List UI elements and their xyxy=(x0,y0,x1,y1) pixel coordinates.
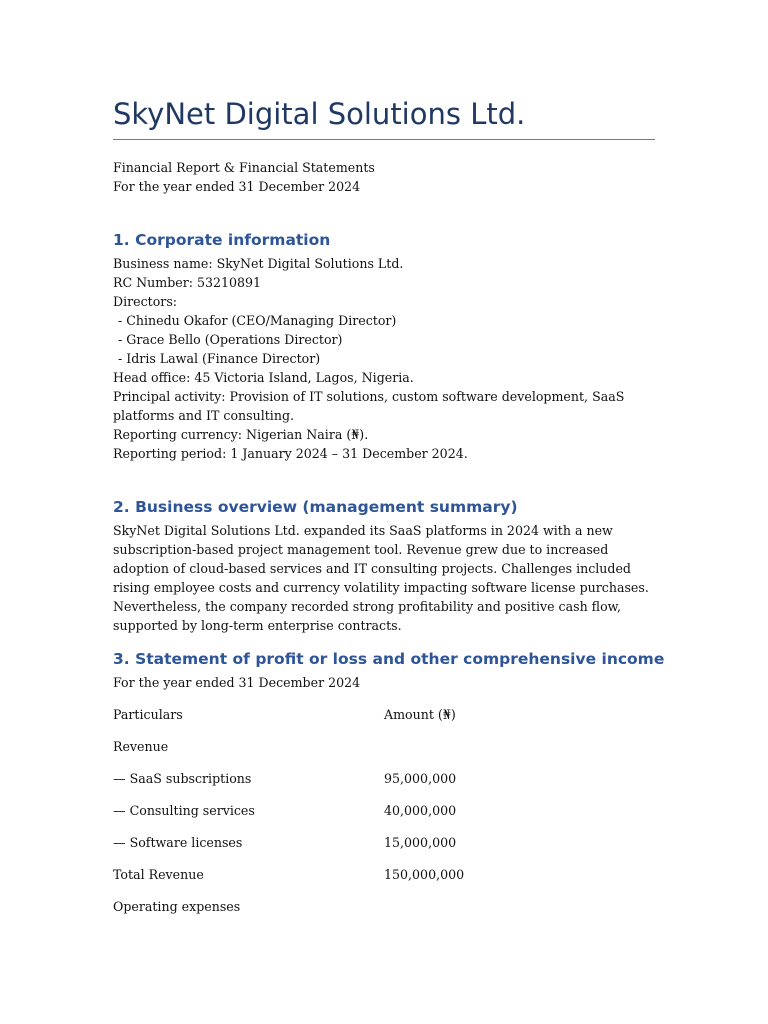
table-row xyxy=(113,801,655,820)
document-title: SkyNet Digital Solutions Ltd. xyxy=(113,97,526,131)
table-row xyxy=(113,769,655,788)
statement-period: For the year ended 31 December 2024 xyxy=(113,675,361,690)
report-period-line: For the year ended 31 December 2024 xyxy=(113,179,361,194)
column-header-particulars: Particulars xyxy=(113,707,183,722)
title-underline-rule xyxy=(113,139,655,140)
director-item: - Grace Bello (Operations Director) xyxy=(118,332,343,347)
reporting-currency: Reporting currency: Nigerian Naira (₦). xyxy=(113,427,369,442)
section-2-heading: 2. Business overview (management summary) xyxy=(113,498,518,516)
row-amount: 40,000,000 xyxy=(384,803,457,818)
row-particular: Total Revenue xyxy=(113,867,204,882)
table-row xyxy=(113,865,655,884)
reporting-period: Reporting period: 1 January 2024 – 31 December 2024. xyxy=(113,446,468,461)
row-particular: — Consulting services xyxy=(113,803,255,818)
row-amount: 150,000,000 xyxy=(384,867,465,882)
business-overview-paragraph: SkyNet Digital Solutions Ltd. expanded its SaaS platforms in 2024 with a new subscription-based project management tool. Revenue grew due to increased adoption of cloud-based services and IT consulting projects. Challenges included rising employee costs and currency volatility impacting software license purchases. Nevertheless, the company recorded strong profitability and positive cash flow, supported by long-term enterprise contracts. xyxy=(113,523,649,633)
directors-label: Directors: xyxy=(113,294,178,309)
table-row xyxy=(113,737,655,756)
business-name: Business name: SkyNet Digital Solutions Ltd. xyxy=(113,256,404,271)
report-type-line: Financial Report & Financial Statements xyxy=(113,160,375,175)
column-header-amount: Amount (₦) xyxy=(384,707,456,722)
director-item: - Idris Lawal (Finance Director) xyxy=(118,351,321,366)
table-row xyxy=(113,897,655,916)
rc-number: RC Number: 53210891 xyxy=(113,275,262,290)
row-particular: Revenue xyxy=(113,739,169,754)
row-particular: — SaaS subscriptions xyxy=(113,771,252,786)
table-row xyxy=(113,833,655,852)
corporate-information xyxy=(113,254,655,463)
section-1-heading: 1. Corporate information xyxy=(113,231,331,249)
director-item: - Chinedu Okafor (CEO/Managing Director) xyxy=(118,313,397,328)
head-office: Head office: 45 Victoria Island, Lagos, Nigeria. xyxy=(113,370,414,385)
row-amount: 95,000,000 xyxy=(384,771,457,786)
row-amount: 15,000,000 xyxy=(384,835,457,850)
section-3-heading: 3. Statement of profit or loss and other comprehensive income xyxy=(113,650,665,668)
principal-activity: Principal activity: Provision of IT solutions, custom software development, SaaS platforms and IT consulting. xyxy=(113,389,625,423)
row-particular: Operating expenses xyxy=(113,899,241,914)
table-header-row xyxy=(113,705,655,724)
report-subtitle xyxy=(113,158,655,196)
row-particular: — Software licenses xyxy=(113,835,243,850)
